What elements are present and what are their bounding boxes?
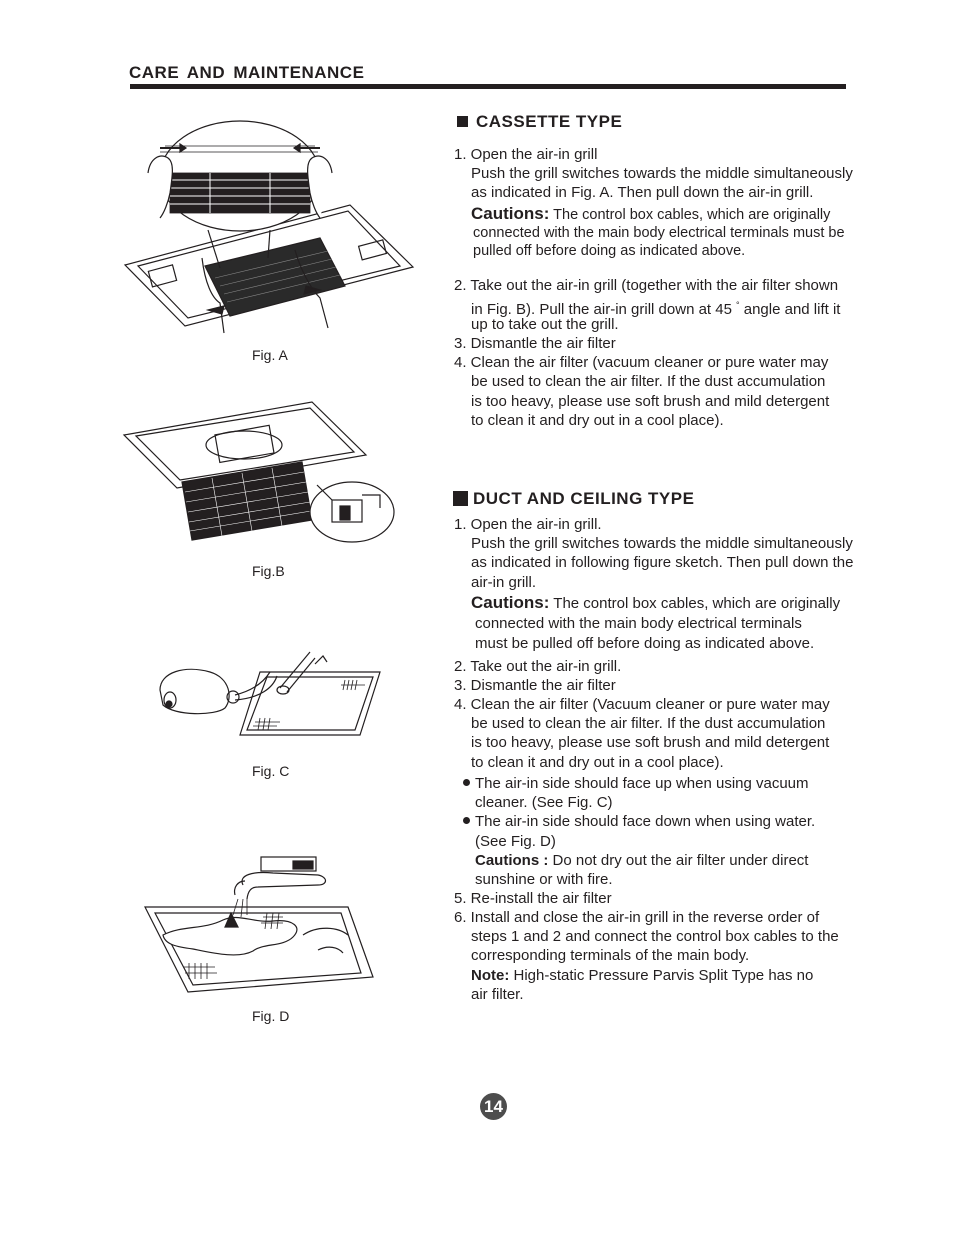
duct-step1-title: 1. Open the air-in grill.: [454, 516, 602, 533]
duct-caution2-line1: [475, 851, 808, 870]
round-bullet-icon: [463, 779, 470, 786]
duct-caution2-line2: sunshine or with fire.: [475, 871, 613, 888]
duct-step4-line3: is too heavy, please use soft brush and mild detergent: [471, 734, 830, 751]
duct-step1-line1: Push the grill switches towards the middle simultaneously: [471, 535, 853, 552]
fig-d-illustration: [143, 855, 383, 995]
duct-bullet1-line2: cleaner. (See Fig. C): [475, 794, 613, 811]
page-number: 14: [480, 1093, 507, 1120]
duct-step5: 5. Re-install the air filter: [454, 890, 612, 907]
duct-step3: 3. Dismantle the air filter: [454, 677, 616, 694]
cassette-step2-line3: up to take out the grill.: [471, 316, 619, 333]
cassette-step4-line2: be used to clean the air filter. If the dust accumulation: [471, 373, 826, 390]
duct-step4-line2: be used to clean the air filter. If the dust accumulation: [471, 715, 826, 732]
cassette-step4-line1: 4. Clean the air filter (vacuum cleaner or pure water may: [454, 354, 829, 371]
section-title: CARE AND MAINTENANCE: [129, 63, 365, 82]
cassette-step2-line2a: in Fig. B). Pull the air-in grill down at 45: [471, 301, 732, 318]
cassette-caution-text1: The control box cables, which are originally: [549, 207, 831, 223]
cassette-step3: 3. Dismantle the air filter: [454, 335, 616, 352]
fig-b-label: Fig.B: [252, 563, 285, 579]
duct-bullet2-line2: (See Fig. D): [475, 833, 556, 850]
cassette-heading: [457, 112, 622, 132]
duct-caution2-label: Cautions :: [475, 852, 549, 869]
degree-symbol: °: [735, 300, 740, 310]
duct-step1-line2: as indicated in following figure sketch. Then pull down the: [471, 554, 854, 571]
duct-step6-line3: corresponding terminals of the main body.: [471, 947, 750, 964]
duct-note-line1: [471, 966, 813, 985]
duct-bullet1-line1: [463, 774, 809, 793]
cassette-step1-line2: as indicated in Fig. A. Then pull down the air-in grill.: [471, 184, 814, 201]
duct-caution-line3: must be pulled off before doing as indicated above.: [475, 635, 815, 652]
duct-step4-line4: to clean it and dry out in a cool place).: [471, 754, 724, 771]
fig-b-illustration: [122, 400, 397, 545]
cassette-heading-text: CASSETTE TYPE: [476, 112, 623, 131]
duct-caution-text1: The control box cables, which are originally: [549, 595, 841, 612]
duct-caution-label: Cautions:: [471, 593, 550, 612]
square-bullet-icon: [453, 491, 468, 506]
duct-note-line2: air filter.: [471, 986, 524, 1003]
cassette-caution-line2: connected with the main body electrical terminals must be: [473, 225, 845, 241]
duct-caution-line1: [471, 593, 840, 613]
fig-c-label: Fig. C: [252, 763, 290, 779]
duct-heading: [453, 489, 694, 509]
fig-d-label: Fig. D: [252, 1008, 290, 1024]
duct-step1-line3: air-in grill.: [471, 574, 537, 591]
header-rule: [130, 84, 846, 89]
round-bullet-icon: [463, 817, 470, 824]
duct-caution2-text1: Do not dry out the air filter under direct: [548, 852, 809, 869]
fig-a-label: Fig. A: [252, 347, 288, 363]
cassette-caution-line3: pulled off before doing as indicated above.: [473, 243, 746, 259]
cassette-step2-line1: 2. Take out the air-in grill (together with the air filter shown: [454, 277, 839, 294]
duct-caution-line2: connected with the main body electrical terminals: [475, 615, 802, 632]
cassette-step4-line3: is too heavy, please use soft brush and mild detergent: [471, 393, 830, 410]
cassette-step1-title: 1. Open the air-in grill: [454, 146, 598, 163]
duct-step6-line2: steps 1 and 2 and connect the control box cables to the: [471, 928, 839, 945]
cassette-caution-line1: [471, 204, 830, 225]
cassette-step2-line2b: angle and lift it: [739, 301, 841, 318]
fig-c-illustration: [155, 650, 385, 740]
cassette-step1-line1: Push the grill switches towards the middle simultaneously: [471, 165, 853, 182]
cassette-step4-line4: to clean it and dry out in a cool place).: [471, 412, 724, 429]
duct-step4-line1: 4. Clean the air filter (Vacuum cleaner or pure water may: [454, 696, 830, 713]
duct-bullet2-text: The air-in side should face down when using water.: [475, 813, 816, 830]
duct-bullet2-line1: [463, 812, 815, 831]
fig-a-illustration: [120, 118, 420, 333]
square-bullet-icon: [457, 116, 468, 127]
duct-note-label: Note:: [471, 967, 510, 984]
duct-note-text1: High-static Pressure Parvis Split Type has no: [509, 967, 814, 984]
duct-step2: 2. Take out the air-in grill.: [454, 658, 622, 675]
cassette-caution-label: Cautions:: [471, 204, 550, 223]
duct-heading-text: DUCT AND CEILING TYPE: [473, 489, 695, 508]
duct-bullet1-text: The air-in side should face up when using vacuum: [475, 775, 809, 792]
duct-step6-line1: 6. Install and close the air-in grill in the reverse order of: [454, 909, 820, 926]
